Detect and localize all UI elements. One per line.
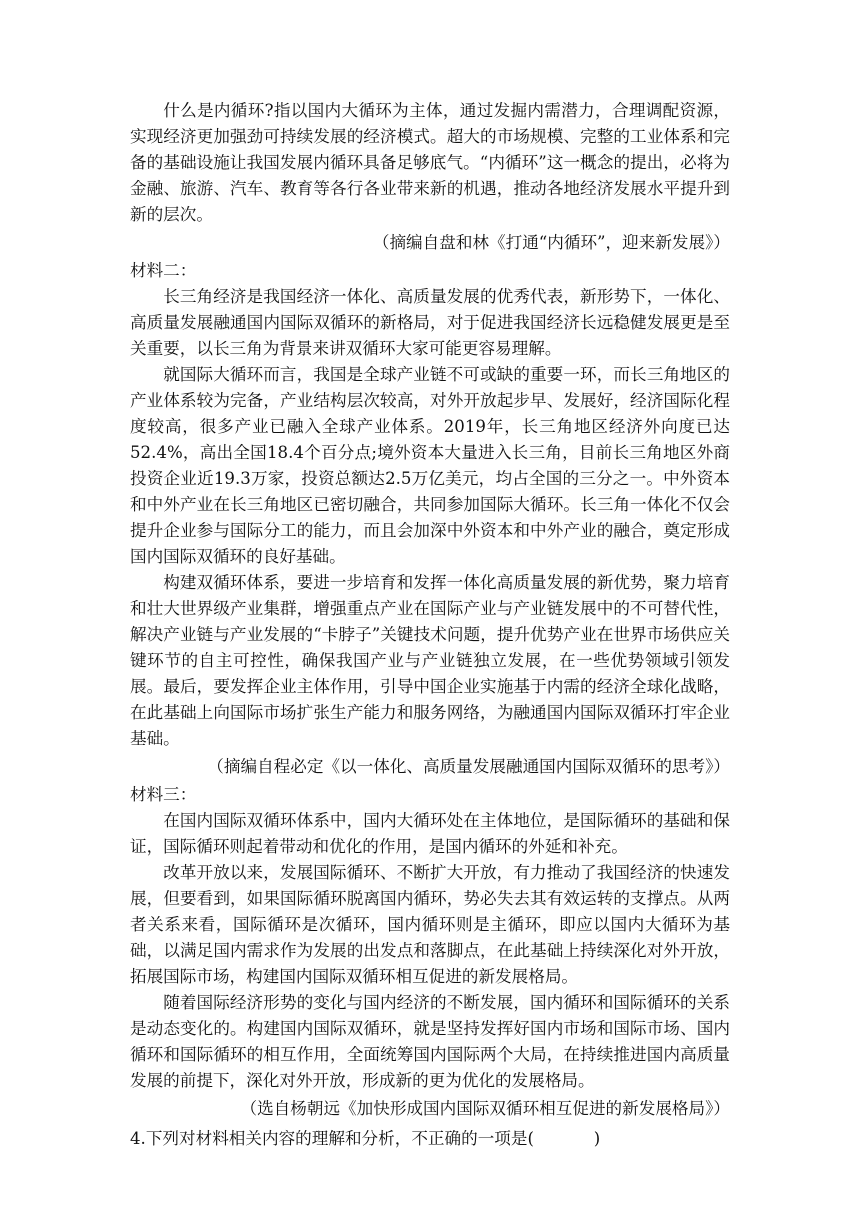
material1-source: （摘编自盘和林《打通“内循环”，迎来新发展》） (372, 233, 730, 252)
material3-source: （选自杨朝远《加快形成国内国际双循环相互促进的新发展格局》） (240, 1099, 730, 1118)
material2-source: （摘编自程必定《以一体化、高质量发展融通国内国际双循环的思考》） (207, 757, 730, 776)
material2-heading: 材料二： (130, 261, 197, 280)
material3-paragraph-1: 在国内国际双循环体系中，国内大循环处在主体地位，是国际循环的基础和保证，国际循环则起着带动和优化的作用，是国内循环的外延和补充。 (130, 811, 730, 856)
material1-paragraph: 什么是内循环?指以国内大循环为主体，通过发掘内需潜力，合理调配资源，实现经济更加强劲可持续发展的经济模式。超大的市场规模、完整的工业体系和完备的基础设施让我国发展内循环具备足够底气。“内循环”这一概念的提出，必将为金融、旅游、汽车、教育等各行各业带来新的机遇，推动各地经济发展水平提升到新的层次。 (130, 101, 730, 224)
material2-paragraph-1: 长三角经济是我国经济一体化、高质量发展的优秀代表，新形势下，一体化、高质量发展融通国内国际双循环的新格局，对于促进我国经济长远稳健发展更是至关重要，以长三角为背景来讲双循环大家可能更容易理解。 (130, 287, 730, 358)
material3-heading: 材料三： (130, 785, 197, 804)
document-page (130, 98, 730, 1152)
material3-paragraph-2: 改革开放以来，发展国际循环、不断扩大开放，有力推动了我国经济的快速发展，但要看到，如果国际循环脱离国内循环，势必失去其有效运转的支撑点。从两者关系来看，国际循环是次循环，国内循环则是主循环，即应以国内大循环为基础，以满足国内需求作为发展的出发点和落脚点，在此基础上持续深化对外开放，拓展国际市场，构建国内国际双循环相互促进的新发展格局。 (130, 863, 730, 986)
question-4 (130, 1126, 730, 1152)
material3-paragraph-3: 随着国际经济形势的变化与国内经济的不断发展，国内循环和国际循环的关系是动态变化的。构建国内国际双循环，就是坚持发挥好国内市场和国际市场、国内循环和国际循环的相互作用，全面统筹国内国际两个大局，在持续推进国内高质量发展的前提下，深化对外开放，形成新的更为优化的发展格局。 (130, 993, 730, 1090)
question-4-close: ) (593, 1129, 601, 1148)
material2-paragraph-3: 构建双循环体系，要进一步培育和发挥一体化高质量发展的新优势，聚力培育和壮大世界级产业集群，增强重点产业在国际产业与产业链发展中的不可替代性，解决产业链与产业发展的“卡脖子”关键技术问题，提升优势产业在世界市场供应关键环节的自主可控性，确保我国产业与产业链独立发展，在一些优势领域引领发展。最后，要发挥企业主体作用，引导中国企业实施基于内需的经济全球化战略，在此基础上向国际市场扩张生产能力和服务网络，为融通国内国际双循环打牢企业基础。 (130, 573, 730, 748)
material2-paragraph-2: 就国际大循环而言，我国是全球产业链不可或缺的重要一环，而长三角地区的产业体系较为完备，产业结构层次较高，对外开放起步早、发展好，经济国际化程度较高，很多产业已融入全球产业体系。2019年，长三角地区经济外向度已达52.4%，高出全国18.4个百分点;境外资本大量进入长三角，目前长三角地区外商投资企业近19.3万家，投资总额达2.5万亿美元，均占全国的三分之一。中外资本和中外产业在长三角地区已密切融合，共同参加国际大循环。长三角一体化不仅会提升企业参与国际分工的能力，而且会加深中外资本和中外产业的融合，奠定形成国内国际双循环的良好基础。 (130, 365, 730, 566)
question-4-text: 4.下列对材料相关内容的理解和分析，不正确的一项是( (130, 1129, 534, 1148)
